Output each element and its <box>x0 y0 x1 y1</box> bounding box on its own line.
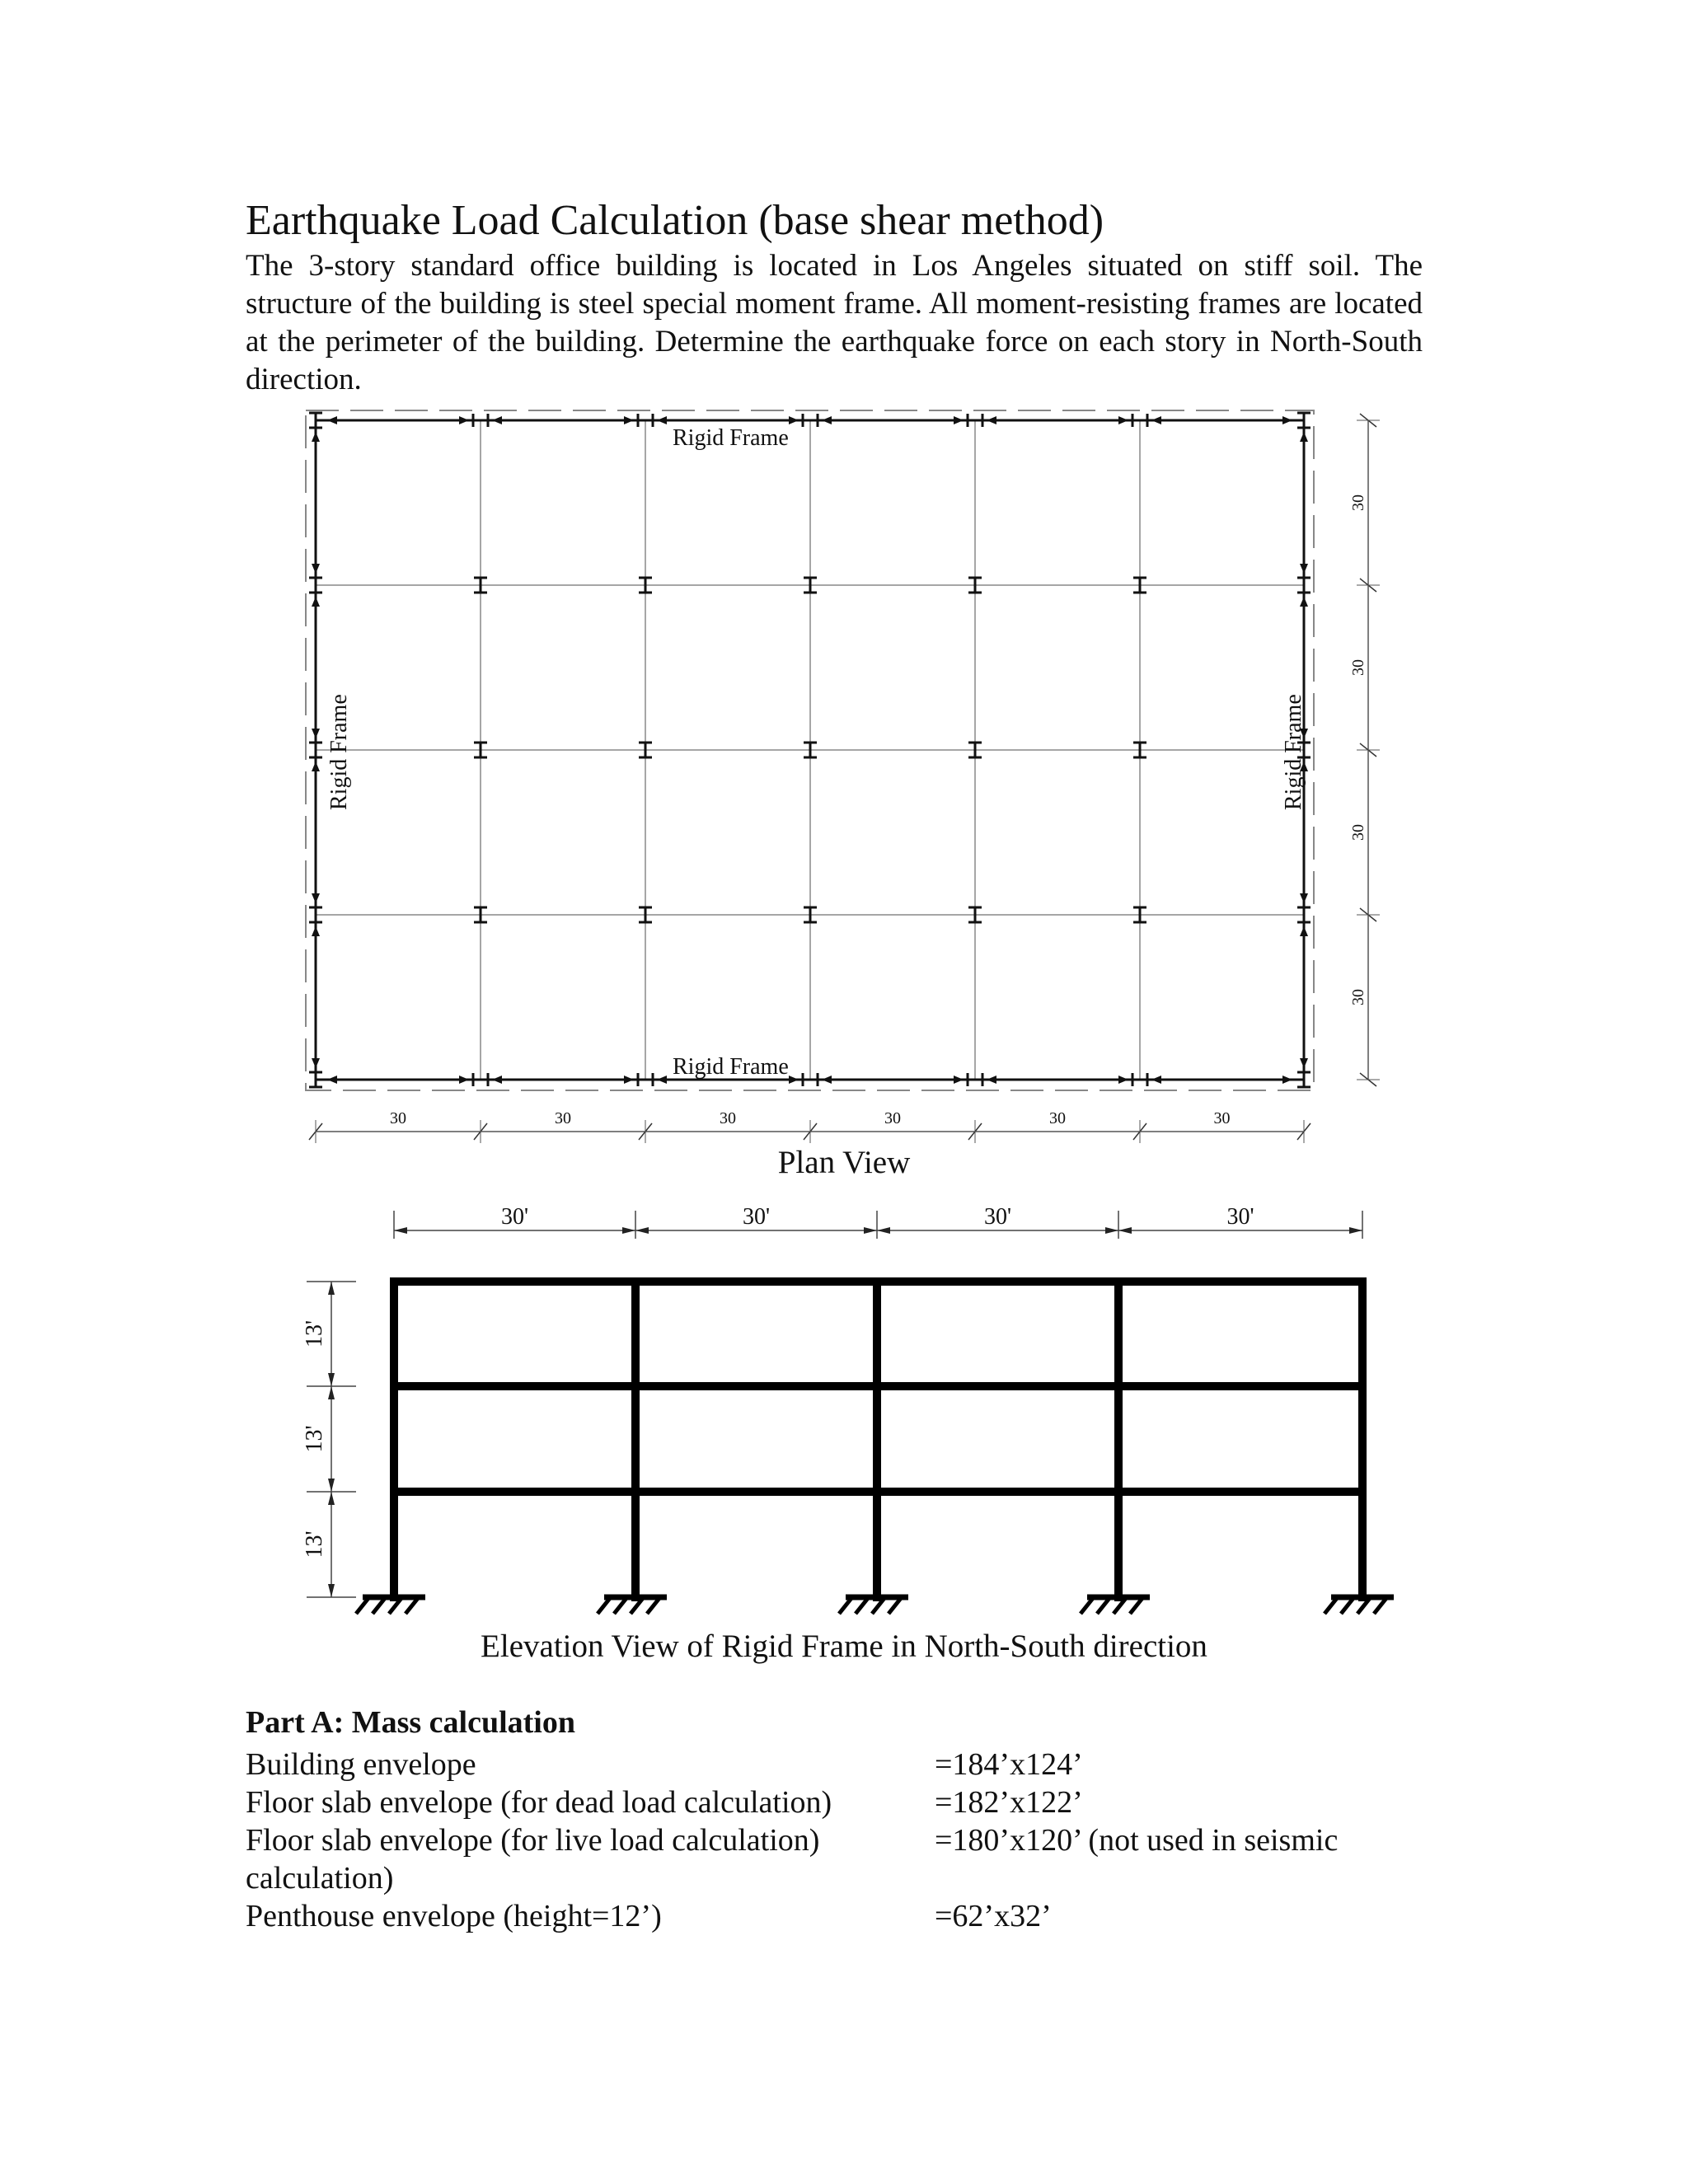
elevation-bay-dimension: 30' <box>983 1204 1012 1230</box>
mass-row-label: calculation) <box>246 1861 394 1896</box>
dimension-arrow <box>328 1386 335 1399</box>
dimension-arrow <box>1349 1227 1362 1234</box>
dimension-arrow <box>328 1479 335 1492</box>
dimension-arrow <box>877 1227 890 1234</box>
part-a-heading: Part A: Mass calculation <box>246 1705 576 1740</box>
rigid-frame-label: Rigid Frame <box>1281 694 1306 810</box>
dimension-arrow <box>328 1492 335 1505</box>
dimension-arrow <box>635 1227 649 1234</box>
mass-row-value: =62’x32’ <box>935 1899 1052 1933</box>
plan-row-dimension: 30 <box>1349 824 1367 841</box>
elevation-story-dimension: 13' <box>302 1319 327 1348</box>
mass-row-value: =184’x124’ <box>935 1747 1083 1782</box>
problem-statement: The 3-story standard office building is located in Los Angeles situated on stiff soil. The structure of the building is steel special moment frame. All moment-resisting frames are located at the perimeter of the building. Determine the earthquake force on each story in North-South direction. <box>246 249 1423 396</box>
elevation-story-dimension: 13' <box>302 1425 327 1453</box>
plan-row-dimension: 30 <box>1349 989 1367 1005</box>
elevation-bay-dimension: 30' <box>500 1204 529 1230</box>
plan-bay-dimension: 30 <box>884 1109 901 1127</box>
plan-bay-dimension: 30 <box>555 1109 571 1127</box>
dimension-arrow <box>622 1227 635 1234</box>
dimension-arrow <box>1105 1227 1118 1234</box>
elevation-view-caption: Elevation View of Rigid Frame in North-South direction <box>481 1629 1207 1664</box>
dimension-arrow <box>328 1373 335 1386</box>
plan-view-caption: Plan View <box>777 1145 911 1180</box>
plan-bay-dimension: 30 <box>1213 1109 1231 1127</box>
mass-row-label: Penthouse envelope (height=12’) <box>246 1899 662 1933</box>
mass-row-label: Floor slab envelope (for dead load calculation) <box>246 1785 832 1820</box>
elevation-story-dimension: 13' <box>302 1530 327 1558</box>
rigid-frame-label: Rigid Frame <box>673 425 789 451</box>
mass-row-label: Floor slab envelope (for live load calculation) <box>246 1823 820 1858</box>
plan-row-dimension: 30 <box>1349 494 1367 511</box>
mass-row-label: Building envelope <box>246 1747 476 1782</box>
elevation-bay-dimension: 30' <box>742 1204 771 1230</box>
dimension-arrow <box>328 1282 335 1295</box>
rigid-frame-label: Rigid Frame <box>673 1054 789 1080</box>
plan-row-dimension: 30 <box>1349 659 1367 676</box>
dimension-arrow <box>394 1227 407 1234</box>
page-title: Earthquake Load Calculation (base shear method) <box>246 197 1104 244</box>
plan-bay-dimension: 30 <box>390 1109 406 1127</box>
plan-bay-dimension: 30 <box>720 1109 736 1127</box>
dimension-arrow <box>1118 1227 1132 1234</box>
dimension-arrow <box>328 1584 335 1597</box>
elevation-bay-dimension: 30' <box>1226 1204 1254 1230</box>
dimension-arrow <box>864 1227 877 1234</box>
mass-row-value: =182’x122’ <box>935 1785 1083 1820</box>
rigid-frame-label: Rigid Frame <box>326 694 352 810</box>
mass-row-value: =180’x120’ (not used in seismic <box>935 1823 1339 1858</box>
plan-bay-dimension: 30 <box>1049 1109 1066 1127</box>
